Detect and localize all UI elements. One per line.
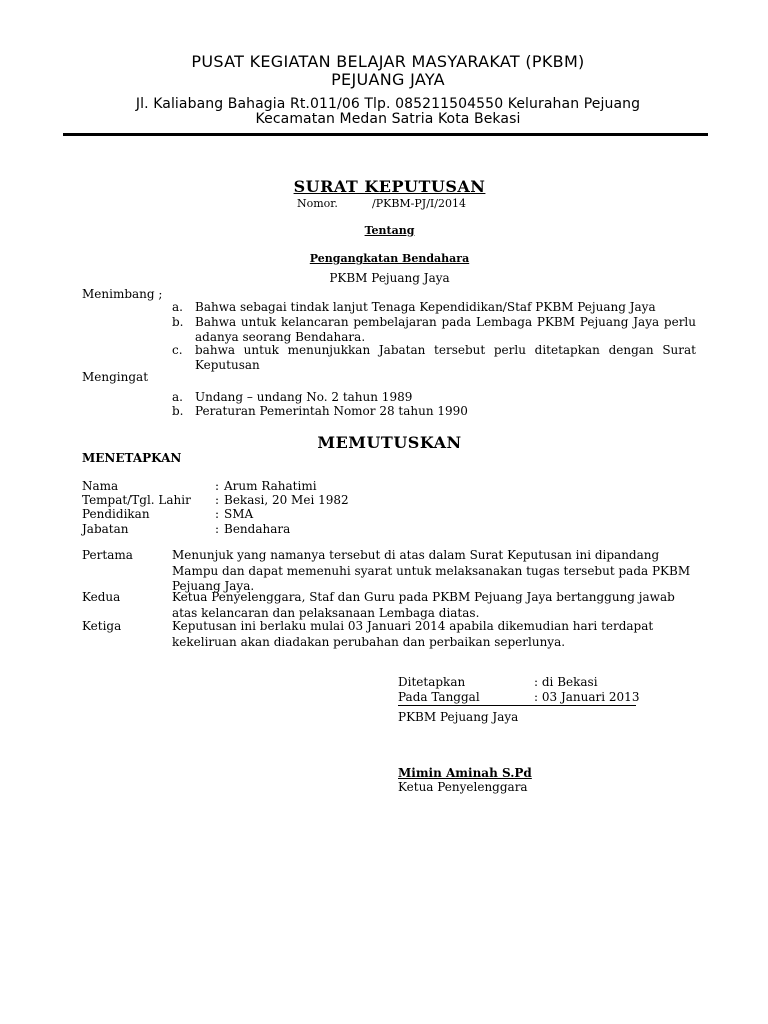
field-label: Nama xyxy=(82,479,119,493)
signatory-role: Ketua Penyelenggara xyxy=(398,780,528,794)
list-marker: c. xyxy=(172,343,183,357)
signature-org: PKBM Pejuang Jaya xyxy=(398,710,519,724)
nomor-label: Nomor. xyxy=(297,197,338,210)
list-text: Undang – undang No. 2 tahun 1989 xyxy=(195,390,413,404)
letterhead-divider xyxy=(63,133,708,136)
field-value: Arum Rahatimi xyxy=(224,479,317,493)
signature-divider xyxy=(398,705,636,706)
field-colon: : xyxy=(215,493,220,507)
field-label: Jabatan xyxy=(82,522,129,536)
field-value: SMA xyxy=(224,507,254,521)
decision-text: Ketua Penyelenggara, Staf dan Guru pada PKBM Pejuang Jaya bertanggung jawab atas kelancaran dan pelaksanaan Lembaga diatas. xyxy=(172,590,675,620)
list-marker: a. xyxy=(172,390,183,404)
field-label: Tempat/Tgl. Lahir xyxy=(82,493,191,507)
field-colon: : xyxy=(215,507,220,521)
ditetapkan-value: di Bekasi xyxy=(541,675,598,689)
field-colon: : xyxy=(215,479,220,493)
mengingat-label: Mengingat xyxy=(82,370,149,384)
list-text: Bahwa untuk kelancaran pembelajaran pada Lembaga PKBM Pejuang Jaya perlu adanya seorang Bendahara. xyxy=(195,315,696,344)
list-text: Bahwa sebagai tindak lanjut Tenaga Kependidikan/Staf PKBM Pejuang Jaya xyxy=(195,300,656,314)
list-text: Peraturan Pemerintah Nomor 28 tahun 1990 xyxy=(195,404,468,418)
list-text: bahwa untuk menunjukkan Jabatan tersebut perlu ditetapkan dengan Surat Keputusan xyxy=(195,343,696,372)
decision-text: Menunjuk yang namanya tersebut di atas dalam Surat Keputusan ini dipandang Mampu dan dapat memenuhi syarat untuk melaksanakan tugas tersebut pada PKBM Pejuang Jaya. xyxy=(172,548,691,593)
menimbang-label: Menimbang ; xyxy=(82,287,163,301)
field-colon: : xyxy=(215,522,220,536)
menetapkan-heading: MENETAPKAN xyxy=(82,451,182,465)
document-title: SURAT KEPUTUSAN xyxy=(293,177,486,196)
list-marker: b. xyxy=(172,315,184,329)
signatory-name: Mimin Aminah S.Pd xyxy=(398,766,532,780)
memutuskan-heading: MEMUTUSKAN xyxy=(317,433,462,452)
field-value: Bekasi, 20 Mei 1982 xyxy=(224,493,349,507)
org-name-line1: PUSAT KEGIATAN BELAJAR MASYARAKAT (PKBM) xyxy=(191,52,585,71)
decision-text: Keputusan ini berlaku mulai 03 Januari 2014 apabila dikemudian hari terdapat kekeliruan akan diadakan perubahan dan perbaikan seperlunya. xyxy=(172,619,654,649)
org-name-line2: PEJUANG JAYA xyxy=(331,70,445,89)
list-marker: b. xyxy=(172,404,184,418)
issuer: PKBM Pejuang Jaya xyxy=(329,271,450,285)
address-line2: Kecamatan Medan Satria Kota Bekasi xyxy=(255,111,521,127)
tanggal-value: 03 Januari 2013 xyxy=(541,690,640,704)
tanggal-value-row: : 03 Januari 2013 xyxy=(534,690,640,704)
ditetapkan-label: Ditetapkan xyxy=(398,675,466,689)
nomor-value: /PKBM-PJ/I/2014 xyxy=(372,197,466,210)
ditetapkan-value-row: : di Bekasi xyxy=(534,675,598,689)
decision-label: Pertama xyxy=(82,548,133,562)
tanggal-label: Pada Tanggal xyxy=(398,690,480,704)
list-marker: a. xyxy=(172,300,183,314)
subject: Pengangkatan Bendahara xyxy=(309,252,470,265)
address-line1: Jl. Kaliabang Bahagia Rt.011/06 Tlp. 085211504550 Kelurahan Pejuang xyxy=(135,96,641,112)
decision-label: Kedua xyxy=(82,590,121,604)
decision-label: Ketiga xyxy=(82,619,122,633)
tentang-label: Tentang xyxy=(364,224,415,237)
field-value: Bendahara xyxy=(224,522,291,536)
field-label: Pendidikan xyxy=(82,507,150,521)
